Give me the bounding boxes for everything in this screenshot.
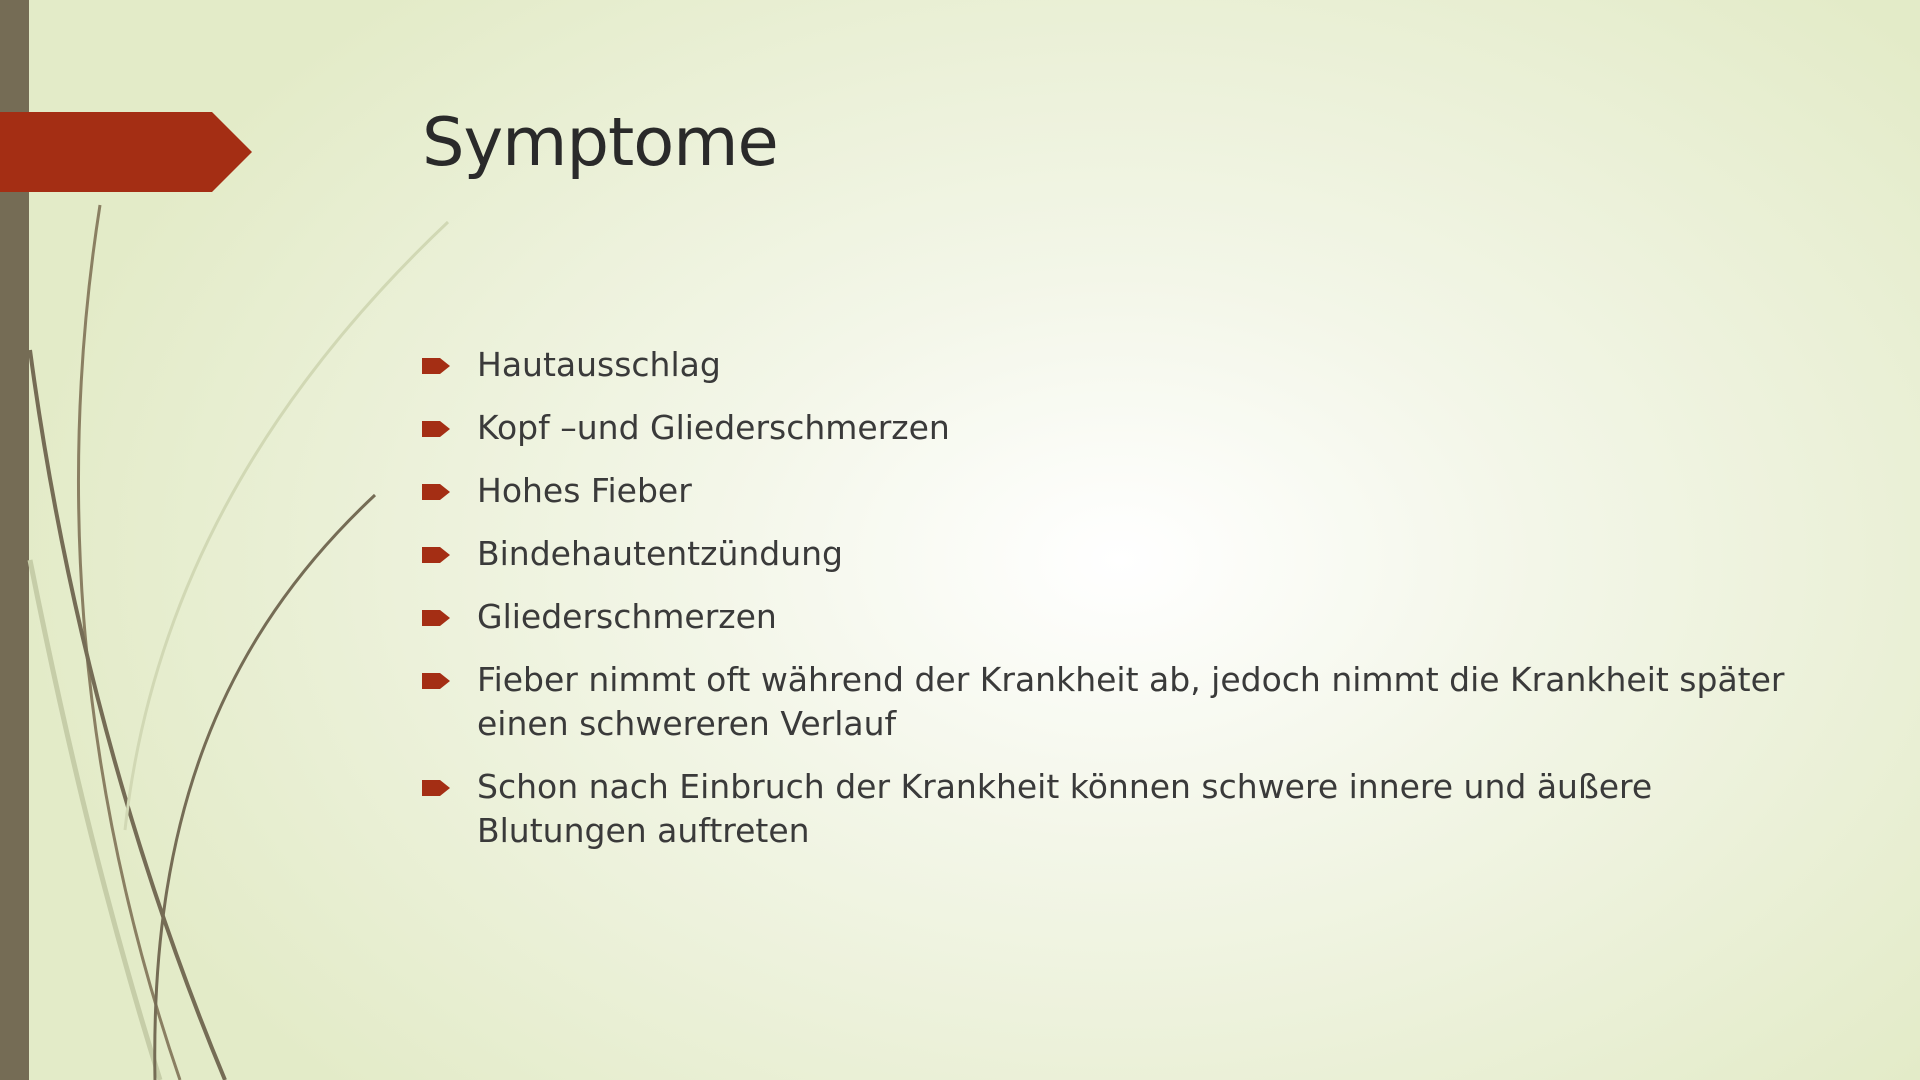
arrow-bullet-icon (422, 780, 450, 796)
list-item (422, 595, 1802, 639)
list-item-text: Schon nach Einbruch der Krankheit können schwere innere und äußere Blutungen auftreten (477, 767, 1653, 850)
symptom-list (422, 343, 1802, 872)
arrow-bullet-icon (422, 673, 450, 689)
list-item (422, 469, 1802, 513)
list-item-text: Bindehautentzündung (477, 534, 843, 573)
list-item-text: Kopf –und Gliederschmerzen (477, 408, 950, 447)
arrow-bullet-icon (422, 610, 450, 626)
arrow-bullet-icon (422, 358, 450, 374)
slide-title: Symptome (422, 103, 778, 181)
list-item (422, 658, 1802, 746)
list-item-text: Hohes Fieber (477, 471, 692, 510)
list-item-text: Fieber nimmt oft während der Krankheit ab, jedoch nimmt die Krankheit später einen schwereren Verlauf (477, 660, 1785, 743)
list-item-text: Gliederschmerzen (477, 597, 777, 636)
arrow-bullet-icon (422, 547, 450, 563)
arrow-bullet-icon (422, 421, 450, 437)
list-item (422, 532, 1802, 576)
list-item (422, 343, 1802, 387)
list-item-text: Hautausschlag (477, 345, 721, 384)
arrow-bullet-icon (422, 484, 450, 500)
title-arrow-banner (0, 112, 252, 192)
list-item (422, 765, 1802, 853)
list-item (422, 406, 1802, 450)
